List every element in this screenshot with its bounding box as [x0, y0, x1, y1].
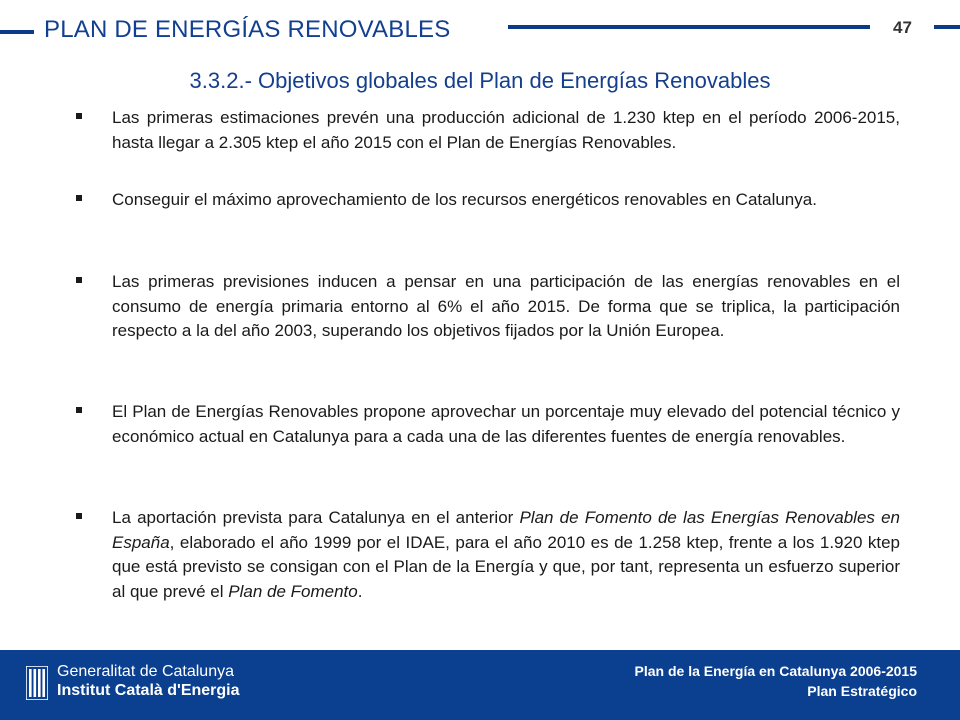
plan-subtitle: Plan Estratégico — [807, 683, 917, 699]
list-item — [76, 270, 900, 344]
org-name: Generalitat de Catalunya — [57, 663, 234, 680]
header-rule-left — [0, 30, 34, 34]
text-run: La aportación prevista para Catalunya en el anterior — [112, 508, 520, 527]
senyera-logo-icon — [26, 666, 48, 700]
text-run: . — [357, 581, 363, 601]
bullet-square-icon — [76, 113, 82, 119]
italic-plan-title: Plan de Fomento de las Energías Renovables en España — [112, 508, 900, 552]
list-item — [76, 188, 900, 213]
list-item-text: Conseguir el máximo aprovechamiento de los recursos energéticos renovables en Catalunya. — [112, 190, 817, 209]
bullet-square-icon — [76, 513, 82, 519]
list-item — [76, 506, 900, 604]
list-item — [76, 400, 900, 449]
footer-bar — [0, 650, 960, 720]
institute-name: Institut Català d'Energia — [57, 682, 240, 699]
list-item-text: Las primeras estimaciones prevén una producción adicional de 1.230 ktep en el período 2006-2015, hasta llegar a 2.305 ktep el año 2015 con el Plan de Energías Renovables. — [112, 108, 900, 152]
header-title: PLAN DE ENERGÍAS RENOVABLES — [44, 16, 451, 43]
header-rule-middle — [508, 25, 870, 29]
bullet-square-icon — [76, 195, 82, 201]
bullet-square-icon — [76, 277, 82, 283]
italic-plan-short-title: Plan de Fomento — [228, 581, 358, 601]
header-rule-right — [934, 25, 960, 29]
list-item-text: El Plan de Energías Renovables propone aprovechar un porcentaje muy elevado del potencial técnico y económico actual en Catalunya para a cada una de las diferentes fuentes de energía renovables. — [112, 402, 900, 446]
list-item-text — [112, 506, 900, 604]
bullet-square-icon — [76, 407, 82, 413]
list-item-text: Las primeras previsiones inducen a pensar en una participación de las energías renovables en el consumo de energía primaria entorno al 6% el año 2015. De forma que se triplica, la participación respecto a la del año 2003, superando los objetivos fijados por la Unión Europea. — [112, 272, 900, 340]
text-run: , elaborado el año 1999 por el IDAE, para el año 2010 es de 1.258 ktep, frente a los 1.920 ktep que está previsto se consigan con el Plan de la Energía y que, por tant, representa un esfuerzo superior al que prevé el — [112, 532, 900, 601]
list-item — [76, 106, 900, 155]
plan-name: Plan de la Energía en Catalunya 2006-2015 — [634, 663, 917, 679]
section-title: 3.3.2.- Objetivos globales del Plan de Energías Renovables — [189, 68, 771, 93]
page-number: 47 — [893, 18, 912, 37]
